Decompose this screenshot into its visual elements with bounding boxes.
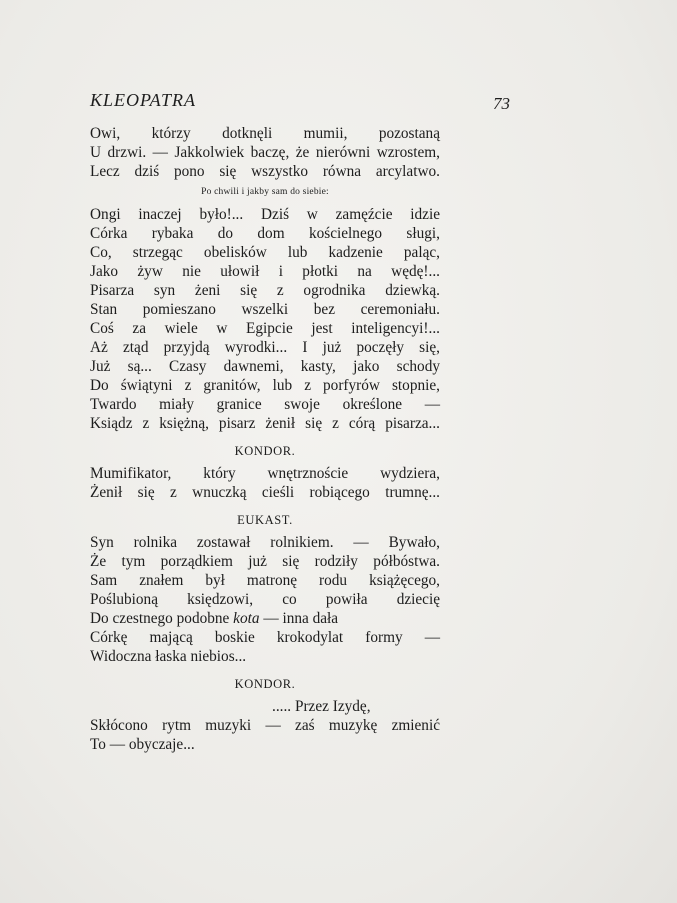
verse-line: Co, strzegąc obelisków lub kadzenie paląc, (90, 244, 440, 261)
verse-line: Córkę mającą boskie krokodylat formy — (90, 629, 440, 646)
stanza-2 (90, 205, 440, 433)
stanza-5 (90, 697, 440, 754)
stanza-4 (90, 533, 440, 666)
verse-line: Ongi inaczej było!... Dziś w zamęźcie idzie (90, 206, 440, 223)
verse-line: Że tym porządkiem już się rodziły półbóstwa. (90, 553, 440, 570)
speaker-name: KONDOR. (234, 677, 296, 691)
verse-line: Jako żyw nie ułowił i płotki na wędę!... (90, 263, 440, 280)
speaker-name: EUKAST. (237, 513, 293, 527)
verse-line: Aż ztąd przyjdą wyrodki... I już poczęły się, (90, 339, 440, 356)
verse-segment: — inna dała (259, 610, 339, 627)
verse-line: Mumifikator, który wnętrznoście wydziera, (90, 465, 440, 482)
verse-line: Poślubioną księdzowi, co powiła dziecię (90, 591, 440, 608)
verse-line: Córka rybaka do dom kościelnego sługi, (90, 225, 440, 242)
verse-line: ..... Przez Izydę, (272, 698, 371, 715)
verse-line: Skłócono rytm muzyki — zaś muzykę zmienić (90, 717, 440, 734)
verse-line: Pisarza syn żeni się z ogrodnika dziewką. (90, 282, 440, 299)
verse-line: Twardo miały granice swoje określone — (90, 396, 440, 413)
verse-segment: Do czestnego podobne (90, 610, 234, 627)
verse-line: Sam znałem był matronę rodu książęcego, (90, 572, 440, 589)
verse-line: Żenił się z wnuczką cieśli robiącego trumnę... (90, 484, 440, 501)
verse-line: Ksiądz z księżną, pisarz żenił się z córą pisarza... (90, 415, 440, 432)
running-title: KLEOPATRA (90, 90, 197, 110)
verse-line (90, 609, 440, 628)
verse-line: Coś za wiele w Egipcie jest inteligencyi!... (90, 320, 440, 337)
stage-direction: Po chwili i jakby sam do siebie: (201, 187, 329, 197)
verse-line: Już są... Czasy dawnemi, kasty, jako schody (90, 358, 440, 375)
page-header (90, 90, 510, 114)
verse-line: Syn rolnika zostawał rolnikiem. — Bywało, (90, 534, 440, 551)
verse-line: To — obyczaje... (90, 736, 195, 753)
verse-line: Owi, którzy dotknęli mumii, pozostaną (90, 125, 440, 142)
stanza-1 (90, 124, 440, 181)
verse-line: U drzwi. — Jakkolwiek baczę, że nierówni wzrostem, (90, 144, 440, 161)
verse-line: Do świątyni z granitów, lub z porfyrów stopnie, (90, 377, 440, 394)
verse-text (90, 124, 440, 754)
verse-line: Stan pomieszano wszelki bez ceremoniału. (90, 301, 440, 318)
verse-line: Lecz dziś pono się wszystko równa arcylatwo. (90, 163, 440, 180)
verse-line: Widoczna łaska niebios... (90, 648, 247, 665)
speaker-name: KONDOR. (234, 444, 296, 458)
page-number: 73 (493, 94, 510, 113)
emphasized-word: kota (233, 610, 260, 627)
stanza-3 (90, 464, 440, 502)
